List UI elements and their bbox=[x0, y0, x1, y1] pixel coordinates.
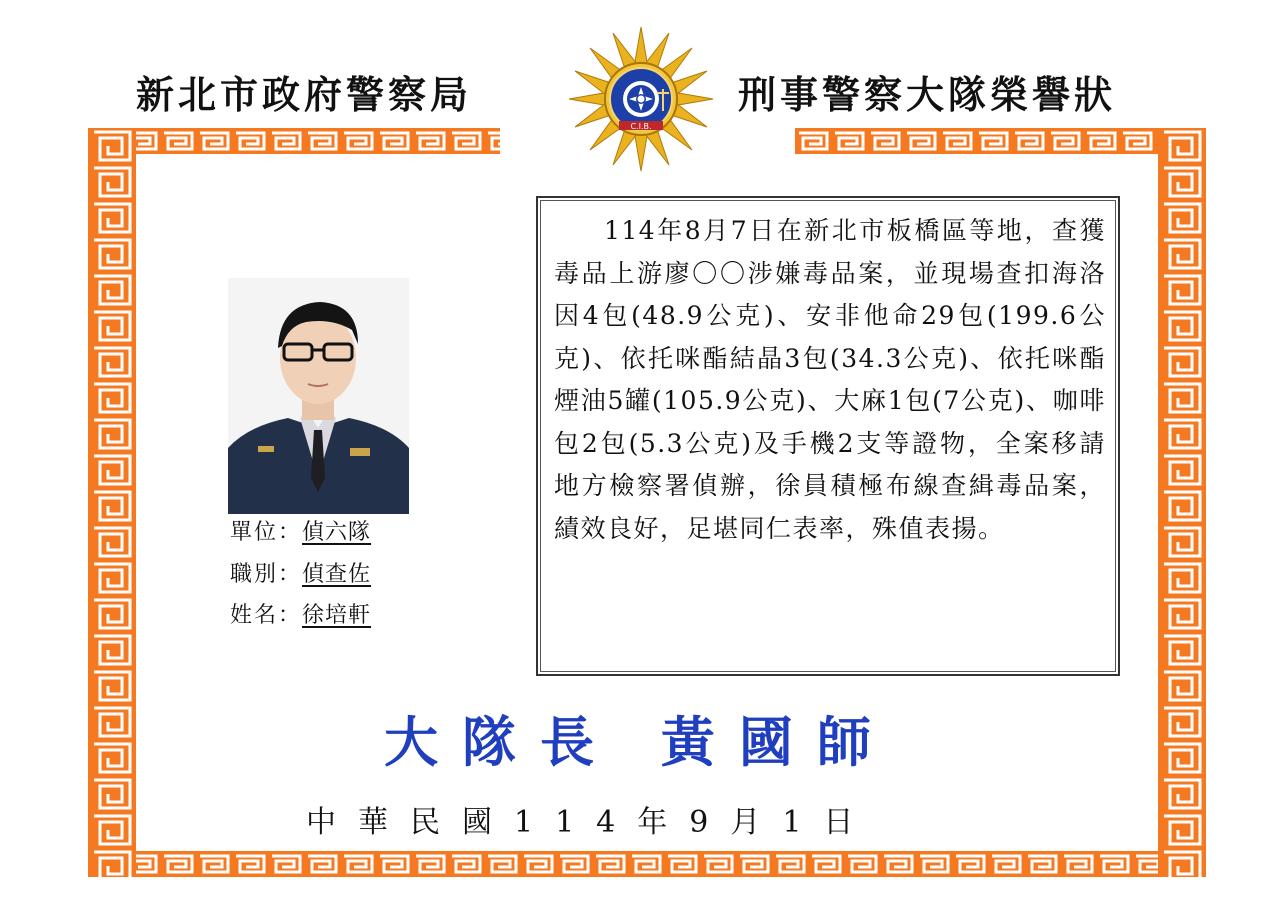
border-top-left bbox=[88, 128, 500, 154]
police-badge-icon bbox=[566, 24, 716, 174]
unit-value: 偵六隊 bbox=[302, 520, 372, 545]
unit-row bbox=[230, 515, 371, 546]
officer-photo bbox=[228, 278, 409, 514]
border-bottom bbox=[88, 851, 1206, 877]
issue-date: 中華民國114年9月1日 bbox=[306, 805, 876, 840]
rank-label: 職別： bbox=[230, 562, 303, 587]
name-value: 徐培軒 bbox=[302, 603, 372, 628]
border-top-right bbox=[795, 128, 1206, 154]
emblem-text: C.I.B. bbox=[630, 122, 652, 131]
certificate-title: 刑事警察大隊榮譽狀 bbox=[738, 72, 1117, 117]
rank-value: 偵查佐 bbox=[302, 562, 372, 587]
captain-signature: 大隊長 黃國師 bbox=[384, 710, 895, 774]
rank-row bbox=[230, 557, 371, 588]
citation-box bbox=[536, 196, 1120, 676]
unit-label: 單位： bbox=[230, 520, 303, 545]
name-row bbox=[230, 598, 371, 629]
agency-title: 新北市政府警察局 bbox=[136, 72, 473, 117]
citation-text: 114年8月7日在新北市板橋區等地，查獲毒品上游廖〇〇涉嫌毒品案，並現場查扣海洛因4包(48.9公克)、安非他命29包(199.6公克)、依托咪酯結晶3包(34.3公克)、依托咪酯煙油5罐(105.9公克)、大麻1包(7公克)、咖啡包2包(5.3公克)及手機2支等證物，全案移請地方檢察署偵辦，徐員積極布線查緝毒品案，績效良好，足堪同仁表率，殊值表揚。 bbox=[554, 216, 1106, 543]
name-label: 姓名： bbox=[230, 603, 303, 628]
